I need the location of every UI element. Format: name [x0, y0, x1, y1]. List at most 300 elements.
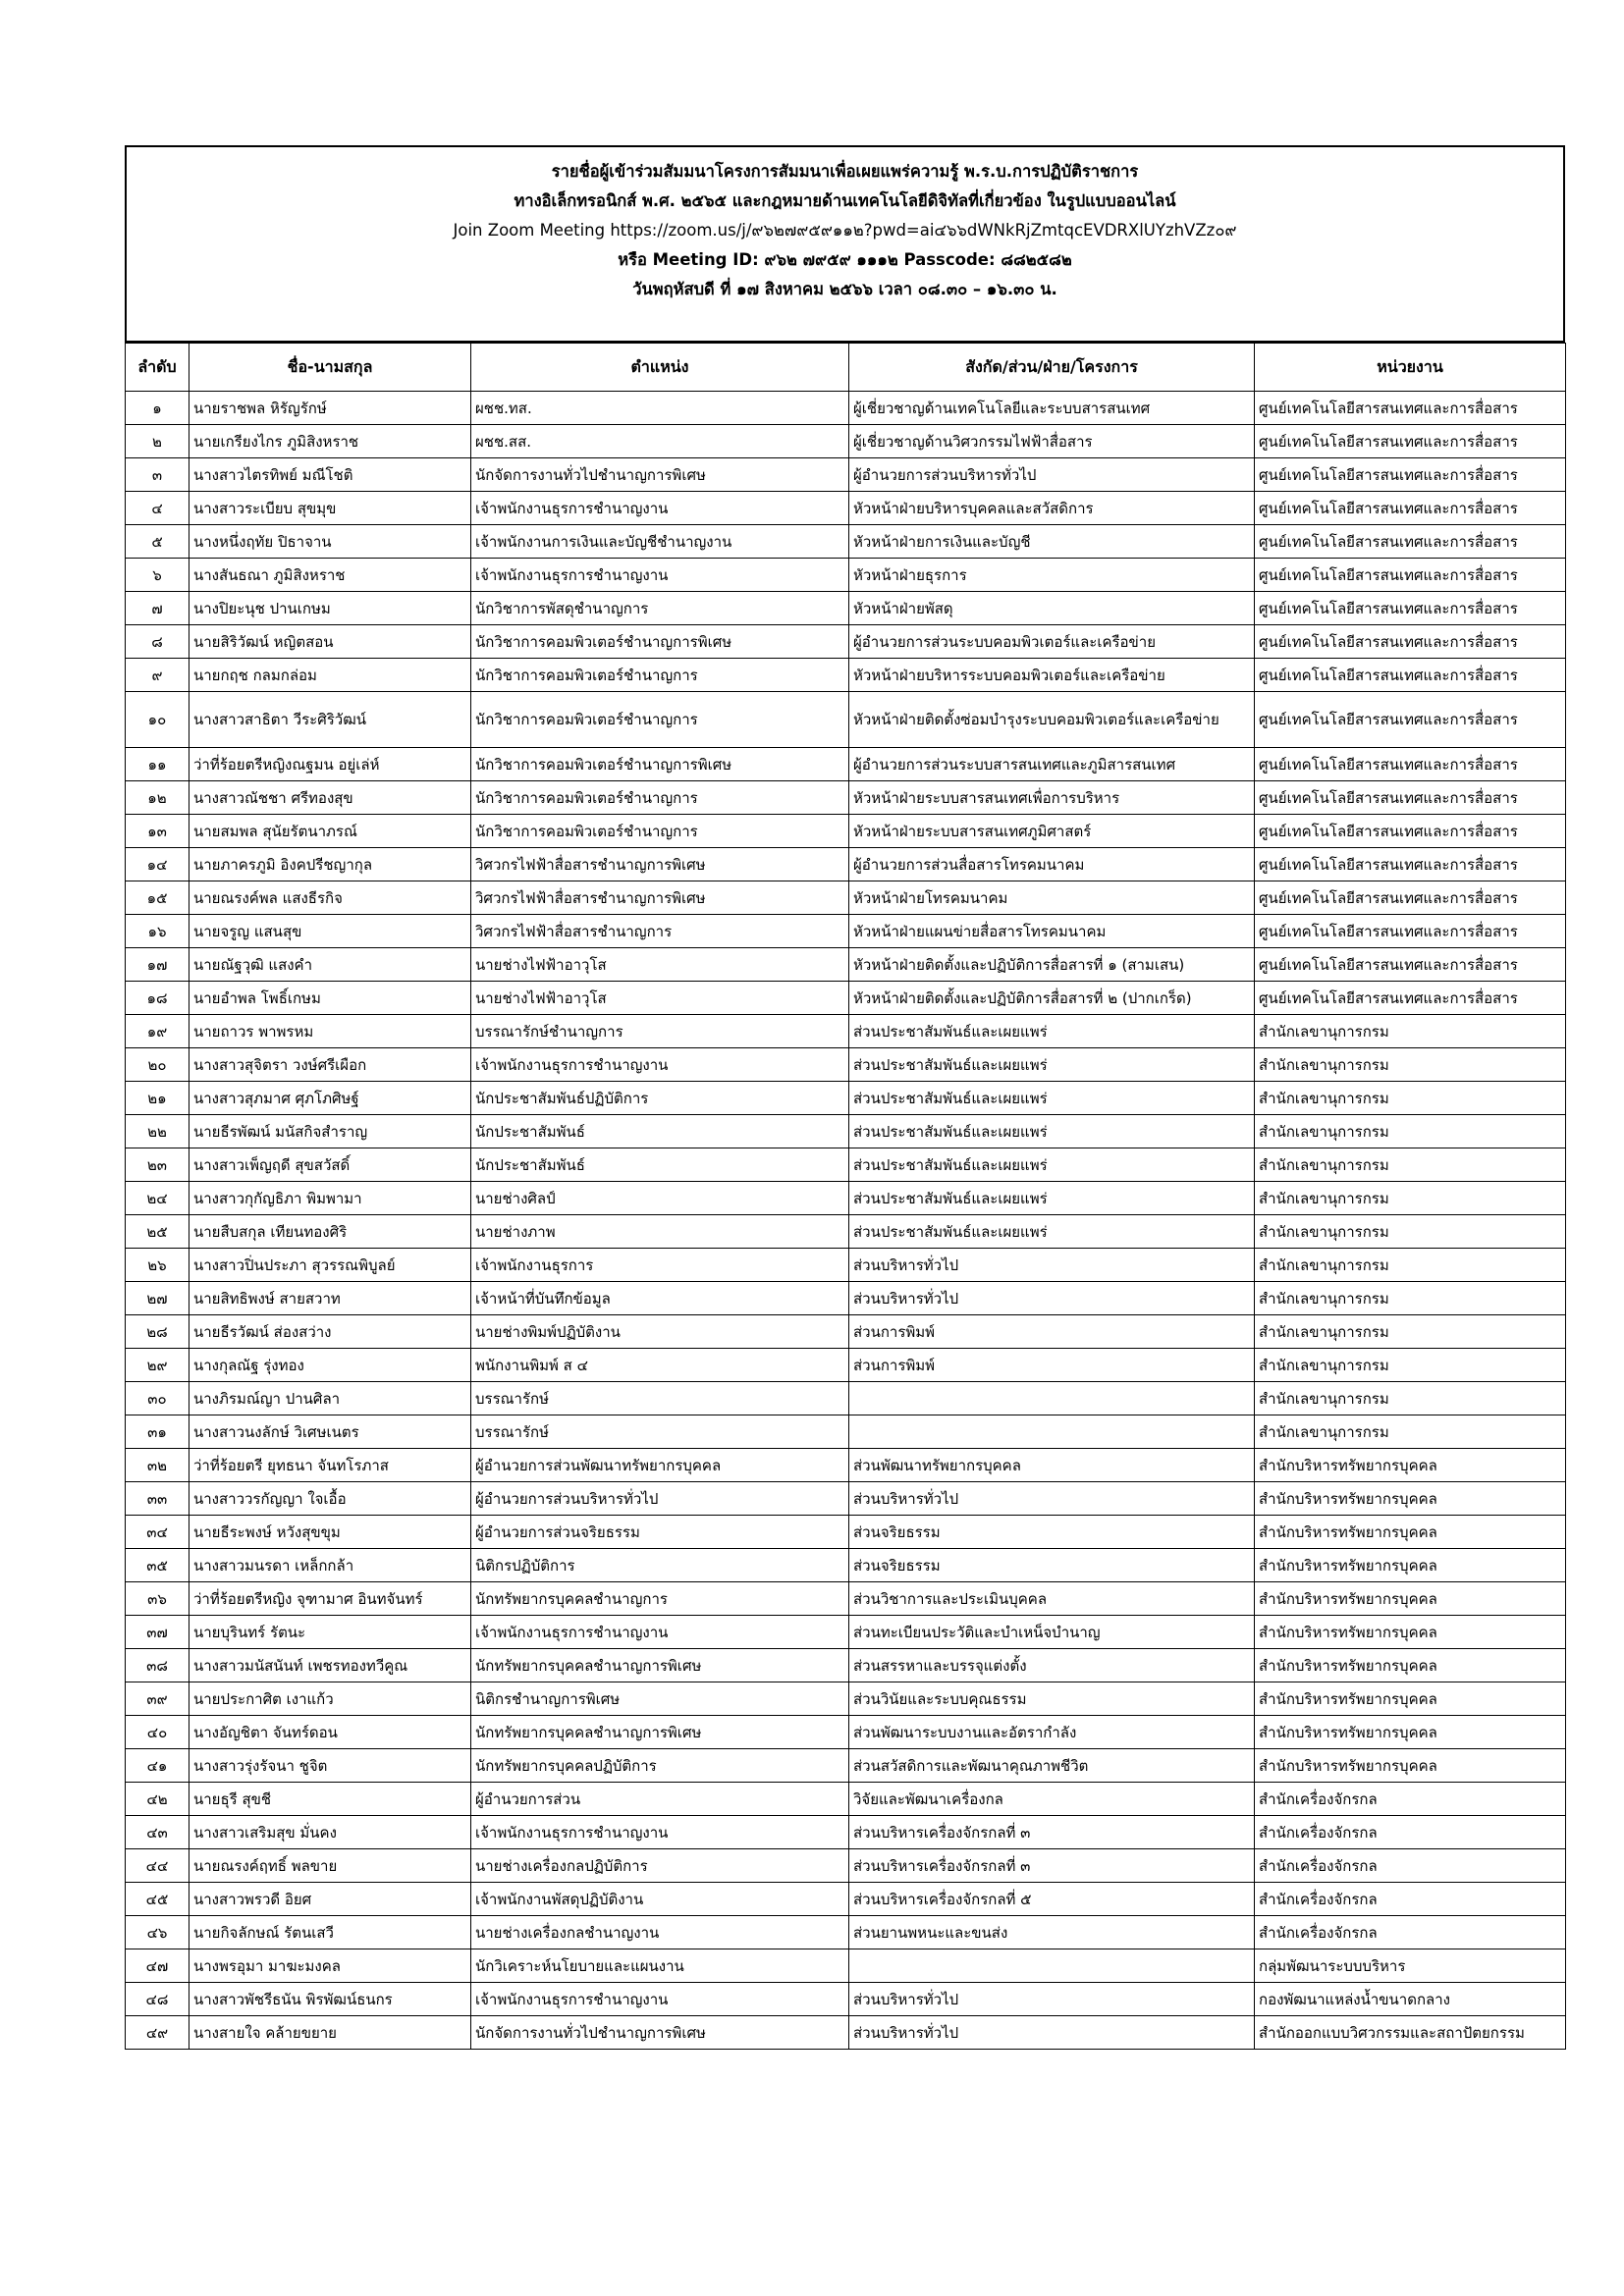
table-row	[126, 748, 1566, 781]
affiliation-cell: วิจัยและพัฒนาเครื่องกล	[849, 1783, 1255, 1816]
affiliation-cell: ส่วนประชาสัมพันธ์และเผยแพร่	[849, 1215, 1255, 1249]
affiliation-cell: ส่วนประชาสัมพันธ์และเผยแพร่	[849, 1115, 1255, 1148]
table-row	[126, 392, 1566, 425]
table-row	[126, 1816, 1566, 1849]
row-number-cell: ๔๒	[126, 1783, 189, 1816]
agency-cell: ศูนย์เทคโนโลยีสารสนเทศและการสื่อสาร	[1255, 525, 1566, 559]
participant-name-cell: นางสาวมนรดา เหล็กกล้า	[189, 1549, 471, 1582]
agency-cell: สำนักเลขานุการกรม	[1255, 1182, 1566, 1215]
row-number-cell: ๓๑	[126, 1415, 189, 1449]
position-cell: บรรณารักษ์ชำนาญการ	[471, 1015, 849, 1048]
affiliation-cell: ส่วนวินัยและระบบคุณธรรม	[849, 1682, 1255, 1716]
affiliation-cell: ส่วนวิชาการและประเมินบุคคล	[849, 1582, 1255, 1616]
participant-name-cell: นางสาวเสริมสุข มั่นคง	[189, 1816, 471, 1849]
agency-cell: ศูนย์เทคโนโลยีสารสนเทศและการสื่อสาร	[1255, 458, 1566, 492]
agency-cell: สำนักบริหารทรัพยากรบุคคล	[1255, 1616, 1566, 1649]
position-cell: นายช่างไฟฟ้าอาวุโส	[471, 982, 849, 1015]
position-cell: วิศวกรไฟฟ้าสื่อสารชำนาญการพิเศษ	[471, 881, 849, 915]
position-cell: นักวิชาการคอมพิวเตอร์ชำนาญการพิเศษ	[471, 625, 849, 659]
row-number-cell: ๓๙	[126, 1682, 189, 1716]
agency-cell: สำนักบริหารทรัพยากรบุคคล	[1255, 1749, 1566, 1783]
position-cell: เจ้าหน้าที่บันทึกข้อมูล	[471, 1282, 849, 1315]
agency-cell: สำนักเลขานุการกรม	[1255, 1215, 1566, 1249]
participant-name-cell: นายธุรี สุขชี	[189, 1783, 471, 1816]
participant-name-cell: นายถาวร พาพรหม	[189, 1015, 471, 1048]
agency-cell: สำนักเลขานุการกรม	[1255, 1115, 1566, 1148]
row-number-cell: ๒๑	[126, 1082, 189, 1115]
table-row	[126, 559, 1566, 592]
agency-cell: ศูนย์เทคโนโลยีสารสนเทศและการสื่อสาร	[1255, 492, 1566, 525]
row-number-cell: ๘	[126, 625, 189, 659]
participant-name-cell: นายกิจลักษณ์ รัตนเสวี	[189, 1916, 471, 1949]
affiliation-cell: หัวหน้าฝ่ายแผนข่ายสื่อสารโทรคมนาคม	[849, 915, 1255, 948]
affiliation-cell: ส่วนบริหารเครื่องจักรกลที่ ๓	[849, 1816, 1255, 1849]
table-row	[126, 1048, 1566, 1082]
row-number-cell: ๓๓	[126, 1482, 189, 1516]
column-header-affiliation: สังกัด/ส่วน/ฝ่าย/โครงการ	[849, 344, 1255, 392]
agency-cell: สำนักเครื่องจักรกล	[1255, 1816, 1566, 1849]
affiliation-cell: ส่วนประชาสัมพันธ์และเผยแพร่	[849, 1148, 1255, 1182]
row-number-cell: ๓๐	[126, 1382, 189, 1415]
table-row	[126, 1249, 1566, 1282]
table-row	[126, 1148, 1566, 1182]
agency-cell: ศูนย์เทคโนโลยีสารสนเทศและการสื่อสาร	[1255, 881, 1566, 915]
table-row	[126, 458, 1566, 492]
agency-cell: สำนักเลขานุการกรม	[1255, 1382, 1566, 1415]
position-cell: นักทรัพยากรบุคคลชำนาญการพิเศษ	[471, 1649, 849, 1682]
position-cell: วิศวกรไฟฟ้าสื่อสารชำนาญการ	[471, 915, 849, 948]
position-cell: เจ้าพนักงานธุรการชำนาญงาน	[471, 1048, 849, 1082]
table-row	[126, 1182, 1566, 1215]
table-row	[126, 1916, 1566, 1949]
participants-table	[125, 343, 1566, 2050]
row-number-cell: ๓	[126, 458, 189, 492]
affiliation-cell: ส่วนทะเบียนประวัติและบำเหน็จบำนาญ	[849, 1616, 1255, 1649]
table-row	[126, 781, 1566, 815]
row-number-cell: ๓๒	[126, 1449, 189, 1482]
row-number-cell: ๔๖	[126, 1916, 189, 1949]
table-body	[126, 392, 1566, 2050]
agency-cell: สำนักเลขานุการกรม	[1255, 1349, 1566, 1382]
table-row	[126, 1282, 1566, 1315]
table-row	[126, 1516, 1566, 1549]
participant-name-cell: นายภาครภูมิ อิงคปรีชญากุล	[189, 848, 471, 881]
table-row	[126, 1716, 1566, 1749]
agency-cell: ศูนย์เทคโนโลยีสารสนเทศและการสื่อสาร	[1255, 781, 1566, 815]
position-cell: นักวิชาการพัสดุชำนาญการ	[471, 592, 849, 625]
row-number-cell: ๒๕	[126, 1215, 189, 1249]
agency-cell: สำนักเลขานุการกรม	[1255, 1015, 1566, 1048]
row-number-cell: ๒๗	[126, 1282, 189, 1315]
affiliation-cell: ส่วนบริหารเครื่องจักรกลที่ ๕	[849, 1883, 1255, 1916]
participant-name-cell: นางสาวพัชรีธนัน พิรพัฒน์ธนกร	[189, 1983, 471, 2016]
participant-name-cell: นางสาวเพ็ญฤดี สุขสวัสดิ์	[189, 1148, 471, 1182]
participant-name-cell: นางสาวมนัสนันท์ เพชรทองทวีคูณ	[189, 1649, 471, 1682]
row-number-cell: ๒๐	[126, 1048, 189, 1082]
table-row	[126, 1015, 1566, 1048]
agency-cell: กองพัฒนาแหล่งน้ำขนาดกลาง	[1255, 1983, 1566, 2016]
agency-cell: ศูนย์เทคโนโลยีสารสนเทศและการสื่อสาร	[1255, 948, 1566, 982]
position-cell: นักวิชาการคอมพิวเตอร์ชำนาญการ	[471, 692, 849, 748]
affiliation-cell: หัวหน้าฝ่ายติดตั้งและปฏิบัติการสื่อสารที่ ๑ (สามเสน)	[849, 948, 1255, 982]
participant-name-cell: นายอำพล โพธิ์เกษม	[189, 982, 471, 1015]
affiliation-cell: หัวหน้าฝ่ายระบบสารสนเทศภูมิศาสตร์	[849, 815, 1255, 848]
participant-name-cell: นางพรอุมา มาฆะมงคล	[189, 1949, 471, 1983]
agency-cell: สำนักเลขานุการกรม	[1255, 1315, 1566, 1349]
table-row	[126, 1349, 1566, 1382]
affiliation-cell: ส่วนการพิมพ์	[849, 1315, 1255, 1349]
affiliation-cell	[849, 1949, 1255, 1983]
position-cell: ผู้อำนวยการส่วน	[471, 1783, 849, 1816]
position-cell: พนักงานพิมพ์ ส ๔	[471, 1349, 849, 1382]
position-cell: เจ้าพนักงานพัสดุปฏิบัติงาน	[471, 1883, 849, 1916]
row-number-cell: ๔๔	[126, 1849, 189, 1883]
position-cell: นักประชาสัมพันธ์	[471, 1115, 849, 1148]
participant-name-cell: นายประกาศิต เงาแก้ว	[189, 1682, 471, 1716]
agency-cell: สำนักเลขานุการกรม	[1255, 1282, 1566, 1315]
participant-name-cell: นายสิริวัฒน์ หญิตสอน	[189, 625, 471, 659]
row-number-cell: ๔๓	[126, 1816, 189, 1849]
affiliation-cell: ส่วนสรรหาและบรรจุแต่งตั้ง	[849, 1649, 1255, 1682]
position-cell: นักจัดการงานทั่วไปชำนาญการพิเศษ	[471, 2016, 849, 2050]
table-row	[126, 659, 1566, 692]
participant-name-cell: นางสายใจ คล้ายขยาย	[189, 2016, 471, 2050]
participant-name-cell: นางสาวรุ่งรัจนา ชูจิต	[189, 1749, 471, 1783]
table-row	[126, 425, 1566, 458]
position-cell: นายช่างภาพ	[471, 1215, 849, 1249]
table-row	[126, 848, 1566, 881]
agency-cell: ศูนย์เทคโนโลยีสารสนเทศและการสื่อสาร	[1255, 748, 1566, 781]
position-cell: บรรณารักษ์	[471, 1415, 849, 1449]
column-header-position: ตำแหน่ง	[471, 344, 849, 392]
affiliation-cell: หัวหน้าฝ่ายติดตั้งและปฏิบัติการสื่อสารที่ ๒ (ปากเกร็ด)	[849, 982, 1255, 1015]
row-number-cell: ๒๓	[126, 1148, 189, 1182]
participant-name-cell: นางสันธณา ภูมิสิงหราช	[189, 559, 471, 592]
agency-cell: ศูนย์เทคโนโลยีสารสนเทศและการสื่อสาร	[1255, 659, 1566, 692]
participant-name-cell: นายราชพล หิรัญรักษ์	[189, 392, 471, 425]
participant-name-cell: นายณัฐวุฒิ แสงคำ	[189, 948, 471, 982]
table-row	[126, 1315, 1566, 1349]
column-header-name: ชื่อ-นามสกุล	[189, 344, 471, 392]
meeting-id-line: หรือ Meeting ID: ๙๖๒ ๗๙๕๙ ๑๑๑๒ Passcode: ๘๘๒๕๘๒	[618, 250, 1072, 269]
row-number-cell: ๑๙	[126, 1015, 189, 1048]
participant-name-cell: นางสาวระเบียบ สุขมุข	[189, 492, 471, 525]
table-row	[126, 948, 1566, 982]
participant-name-cell: นางสาวสาธิตา วีระศิริวัฒน์	[189, 692, 471, 748]
table-row	[126, 1415, 1566, 1449]
affiliation-cell: ส่วนจริยธรรม	[849, 1516, 1255, 1549]
position-cell: ผู้อำนวยการส่วนบริหารทั่วไป	[471, 1482, 849, 1516]
row-number-cell: ๒๖	[126, 1249, 189, 1282]
table-row	[126, 525, 1566, 559]
position-cell: นักจัดการงานทั่วไปชำนาญการพิเศษ	[471, 458, 849, 492]
table-row	[126, 815, 1566, 848]
position-cell: นักวิชาการคอมพิวเตอร์ชำนาญการ	[471, 781, 849, 815]
agency-cell: ศูนย์เทคโนโลยีสารสนเทศและการสื่อสาร	[1255, 559, 1566, 592]
agency-cell: สำนักบริหารทรัพยากรบุคคล	[1255, 1449, 1566, 1482]
row-number-cell: ๔	[126, 492, 189, 525]
column-header-no: ลำดับ	[126, 344, 189, 392]
date-time-line: วันพฤหัสบดี ที่ ๑๗ สิงหาคม ๒๕๖๖ เวลา ๐๘.๓๐ – ๑๖.๓๐ น.	[632, 280, 1057, 298]
affiliation-cell: ผู้เชี่ยวชาญด้านวิศวกรรมไฟฟ้าสื่อสาร	[849, 425, 1255, 458]
table-row	[126, 1749, 1566, 1783]
affiliation-cell: หัวหน้าฝ่ายการเงินและบัญชี	[849, 525, 1255, 559]
row-number-cell: ๒	[126, 425, 189, 458]
position-cell: เจ้าพนักงานการเงินและบัญชีชำนาญงาน	[471, 525, 849, 559]
zoom-link-line: Join Zoom Meeting https://zoom.us/j/๙๖๒๗๙๕๙๑๑๒?pwd=ai๔๖๖dWNkRjZmtqcEVDRXlUYzhVZz๐๙	[453, 221, 1237, 240]
agency-cell: ศูนย์เทคโนโลยีสารสนเทศและการสื่อสาร	[1255, 392, 1566, 425]
row-number-cell: ๙	[126, 659, 189, 692]
table-row	[126, 592, 1566, 625]
position-cell: เจ้าพนักงานธุรการชำนาญงาน	[471, 1983, 849, 2016]
table-row	[126, 1983, 1566, 2016]
row-number-cell: ๗	[126, 592, 189, 625]
table-row	[126, 1949, 1566, 1983]
table-row	[126, 1549, 1566, 1582]
row-number-cell: ๑	[126, 392, 189, 425]
participant-name-cell: ว่าที่ร้อยตรีหญิง จุฑามาศ อินทจันทร์	[189, 1582, 471, 1616]
participant-name-cell: นายสิทธิพงษ์ สายสวาท	[189, 1282, 471, 1315]
position-cell: บรรณารักษ์	[471, 1382, 849, 1415]
position-cell: นักวิชาการคอมพิวเตอร์ชำนาญการ	[471, 659, 849, 692]
row-number-cell: ๔๑	[126, 1749, 189, 1783]
affiliation-cell: หัวหน้าฝ่ายระบบสารสนเทศเพื่อการบริหาร	[849, 781, 1255, 815]
affiliation-cell: ส่วนสวัสดิการและพัฒนาคุณภาพชีวิต	[849, 1749, 1255, 1783]
agency-cell: ศูนย์เทคโนโลยีสารสนเทศและการสื่อสาร	[1255, 592, 1566, 625]
table-row	[126, 1682, 1566, 1716]
table-row	[126, 1382, 1566, 1415]
agency-cell: สำนักบริหารทรัพยากรบุคคล	[1255, 1649, 1566, 1682]
agency-cell: สำนักเครื่องจักรกล	[1255, 1849, 1566, 1883]
agency-cell: สำนักบริหารทรัพยากรบุคคล	[1255, 1682, 1566, 1716]
agency-cell: สำนักเลขานุการกรม	[1255, 1249, 1566, 1282]
affiliation-cell: ส่วนบริหารทั่วไป	[849, 2016, 1255, 2050]
position-cell: นักประชาสัมพันธ์ปฏิบัติการ	[471, 1082, 849, 1115]
position-cell: นักวิเคราะห์นโยบายและแผนงาน	[471, 1949, 849, 1983]
table-row	[126, 881, 1566, 915]
table-row	[126, 1849, 1566, 1883]
participant-name-cell: นายสมพล สุนัยรัตนาภรณ์	[189, 815, 471, 848]
agency-cell: สำนักเครื่องจักรกล	[1255, 1883, 1566, 1916]
row-number-cell: ๑๕	[126, 881, 189, 915]
row-number-cell: ๔๗	[126, 1949, 189, 1983]
position-cell: ผู้อำนวยการส่วนจริยธรรม	[471, 1516, 849, 1549]
row-number-cell: ๒๔	[126, 1182, 189, 1215]
position-cell: นักทรัพยากรบุคคลชำนาญการพิเศษ	[471, 1716, 849, 1749]
row-number-cell: ๕	[126, 525, 189, 559]
table-row	[126, 915, 1566, 948]
affiliation-cell: หัวหน้าฝ่ายติดตั้งซ่อมบำรุงระบบคอมพิวเตอร์และเครือข่าย	[849, 692, 1255, 748]
row-number-cell: ๒๒	[126, 1115, 189, 1148]
row-number-cell: ๒๙	[126, 1349, 189, 1382]
row-number-cell: ๔๐	[126, 1716, 189, 1749]
participant-name-cell: นายกฤช กลมกล่อม	[189, 659, 471, 692]
row-number-cell: ๒๘	[126, 1315, 189, 1349]
row-number-cell: ๑๑	[126, 748, 189, 781]
agency-cell: ศูนย์เทคโนโลยีสารสนเทศและการสื่อสาร	[1255, 425, 1566, 458]
participant-name-cell: นางสาวสุภมาศ ศุภโภศิษฐ์	[189, 1082, 471, 1115]
affiliation-cell: ส่วนพัฒนาทรัพยากรบุคคล	[849, 1449, 1255, 1482]
table-row	[126, 1482, 1566, 1516]
row-number-cell: ๑๒	[126, 781, 189, 815]
affiliation-cell: หัวหน้าฝ่ายโทรคมนาคม	[849, 881, 1255, 915]
agency-cell: สำนักออกแบบวิศวกรรมและสถาปัตยกรรม	[1255, 2016, 1566, 2050]
document-header	[125, 145, 1565, 343]
participant-name-cell: นางสาวไตรทิพย์ มณีโชติ	[189, 458, 471, 492]
participant-name-cell: นางสาวกุกัญธิภา พิมพามา	[189, 1182, 471, 1215]
table-row	[126, 982, 1566, 1015]
table-row	[126, 1783, 1566, 1816]
position-cell: นายช่างเครื่องกลปฏิบัติการ	[471, 1849, 849, 1883]
affiliation-cell: ผู้อำนวยการส่วนระบบคอมพิวเตอร์และเครือข่าย	[849, 625, 1255, 659]
table-row	[126, 1215, 1566, 1249]
table-row	[126, 692, 1566, 748]
affiliation-cell: ผู้อำนวยการส่วนบริหารทั่วไป	[849, 458, 1255, 492]
position-cell: นักวิชาการคอมพิวเตอร์ชำนาญการพิเศษ	[471, 748, 849, 781]
participant-name-cell: ว่าที่ร้อยตรี ยุทธนา จันทโรภาส	[189, 1449, 471, 1482]
header-title-line-2: ทางอิเล็กทรอนิกส์ พ.ศ. ๒๕๖๕ และกฎหมายด้านเทคโนโลยีดิจิทัลที่เกี่ยวข้อง ในรูปแบบออนไลน์	[514, 191, 1176, 210]
affiliation-cell: หัวหน้าฝ่ายบริหารบุคคลและสวัสดิการ	[849, 492, 1255, 525]
position-cell: นักวิชาการคอมพิวเตอร์ชำนาญการ	[471, 815, 849, 848]
affiliation-cell: ส่วนการพิมพ์	[849, 1349, 1255, 1382]
row-number-cell: ๑๐	[126, 692, 189, 748]
agency-cell: สำนักเลขานุการกรม	[1255, 1048, 1566, 1082]
table-row	[126, 625, 1566, 659]
row-number-cell: ๖	[126, 559, 189, 592]
row-number-cell: ๓๕	[126, 1549, 189, 1582]
participant-name-cell: นายณรงค์พล แสงธีรกิจ	[189, 881, 471, 915]
participant-name-cell: นางสาวณัชชา ศรีทองสุข	[189, 781, 471, 815]
header-title-line-1: รายชื่อผู้เข้าร่วมสัมมนาโครงการสัมมนาเพื่อเผยแพร่ความรู้ พ.ร.บ.การปฏิบัติราชการ	[551, 162, 1139, 181]
position-cell: นักทรัพยากรบุคคลชำนาญการ	[471, 1582, 849, 1616]
participant-name-cell: นายจรูญ แสนสุข	[189, 915, 471, 948]
column-header-agency: หน่วยงาน	[1255, 344, 1566, 392]
position-cell: เจ้าพนักงานธุรการชำนาญงาน	[471, 1816, 849, 1849]
row-number-cell: ๔๙	[126, 2016, 189, 2050]
affiliation-cell: หัวหน้าฝ่ายธุรการ	[849, 559, 1255, 592]
table-header-row	[126, 344, 1566, 392]
agency-cell: ศูนย์เทคโนโลยีสารสนเทศและการสื่อสาร	[1255, 692, 1566, 748]
affiliation-cell: ผู้เชี่ยวชาญด้านเทคโนโลยีและระบบสารสนเทศ	[849, 392, 1255, 425]
position-cell: นิติกรชำนาญการพิเศษ	[471, 1682, 849, 1716]
row-number-cell: ๑๘	[126, 982, 189, 1015]
participant-name-cell: นายธีระพงษ์ หวังสุขขุม	[189, 1516, 471, 1549]
row-number-cell: ๑๖	[126, 915, 189, 948]
affiliation-cell	[849, 1415, 1255, 1449]
table-row	[126, 492, 1566, 525]
row-number-cell: ๑๔	[126, 848, 189, 881]
position-cell: นายช่างพิมพ์ปฏิบัติงาน	[471, 1315, 849, 1349]
affiliation-cell: ส่วนยานพหนะและขนส่ง	[849, 1916, 1255, 1949]
row-number-cell: ๓๖	[126, 1582, 189, 1616]
position-cell: นายช่างไฟฟ้าอาวุโส	[471, 948, 849, 982]
affiliation-cell: ส่วนบริหารทั่วไป	[849, 1282, 1255, 1315]
row-number-cell: ๓๔	[126, 1516, 189, 1549]
affiliation-cell: หัวหน้าฝ่ายพัสดุ	[849, 592, 1255, 625]
affiliation-cell	[849, 1382, 1255, 1415]
participant-name-cell: นางสาววรกัญญา ใจเอื้อ	[189, 1482, 471, 1516]
position-cell: ผชช.ทส.	[471, 392, 849, 425]
row-number-cell: ๓๘	[126, 1649, 189, 1682]
agency-cell: สำนักเลขานุการกรม	[1255, 1415, 1566, 1449]
table-row	[126, 1115, 1566, 1148]
agency-cell: สำนักเลขานุการกรม	[1255, 1148, 1566, 1182]
affiliation-cell: ส่วนบริหารเครื่องจักรกลที่ ๓	[849, 1849, 1255, 1883]
affiliation-cell: ส่วนประชาสัมพันธ์และเผยแพร่	[849, 1048, 1255, 1082]
agency-cell: ศูนย์เทคโนโลยีสารสนเทศและการสื่อสาร	[1255, 848, 1566, 881]
participant-name-cell: ว่าที่ร้อยตรีหญิงณฐมน อยู่เล่ห์	[189, 748, 471, 781]
participant-name-cell: นางสาวนงลักษ์ วิเศษเนตร	[189, 1415, 471, 1449]
affiliation-cell: ผู้อำนวยการส่วนระบบสารสนเทศและภูมิสารสนเทศ	[849, 748, 1255, 781]
table-row	[126, 1449, 1566, 1482]
agency-cell: สำนักเครื่องจักรกล	[1255, 1783, 1566, 1816]
affiliation-cell: ส่วนประชาสัมพันธ์และเผยแพร่	[849, 1082, 1255, 1115]
table-row	[126, 1582, 1566, 1616]
participant-name-cell: นางปิยะนุช ปานเกษม	[189, 592, 471, 625]
affiliation-cell: ส่วนบริหารทั่วไป	[849, 1249, 1255, 1282]
affiliation-cell: ส่วนบริหารทั่วไป	[849, 1482, 1255, 1516]
row-number-cell: ๓๗	[126, 1616, 189, 1649]
row-number-cell: ๔๕	[126, 1883, 189, 1916]
agency-cell: ศูนย์เทคโนโลยีสารสนเทศและการสื่อสาร	[1255, 915, 1566, 948]
affiliation-cell: ส่วนจริยธรรม	[849, 1549, 1255, 1582]
row-number-cell: ๑๗	[126, 948, 189, 982]
position-cell: วิศวกรไฟฟ้าสื่อสารชำนาญการพิเศษ	[471, 848, 849, 881]
agency-cell: สำนักบริหารทรัพยากรบุคคล	[1255, 1549, 1566, 1582]
agency-cell: สำนักเครื่องจักรกล	[1255, 1916, 1566, 1949]
position-cell: เจ้าพนักงานธุรการชำนาญงาน	[471, 559, 849, 592]
affiliation-cell: ส่วนประชาสัมพันธ์และเผยแพร่	[849, 1182, 1255, 1215]
agency-cell: สำนักบริหารทรัพยากรบุคคล	[1255, 1582, 1566, 1616]
affiliation-cell: ผู้อำนวยการส่วนสื่อสารโทรคมนาคม	[849, 848, 1255, 881]
agency-cell: กลุ่มพัฒนาระบบบริหาร	[1255, 1949, 1566, 1983]
participant-name-cell: นางสาวพรวดี อิยศ	[189, 1883, 471, 1916]
position-cell: ผู้อำนวยการส่วนพัฒนาทรัพยากรบุคคล	[471, 1449, 849, 1482]
table-row	[126, 1616, 1566, 1649]
agency-cell: สำนักบริหารทรัพยากรบุคคล	[1255, 1482, 1566, 1516]
agency-cell: ศูนย์เทคโนโลยีสารสนเทศและการสื่อสาร	[1255, 625, 1566, 659]
agency-cell: สำนักเลขานุการกรม	[1255, 1082, 1566, 1115]
position-cell: นายช่างศิลป์	[471, 1182, 849, 1215]
position-cell: นักทรัพยากรบุคคลปฏิบัติการ	[471, 1749, 849, 1783]
participant-name-cell: นายบุรินทร์ รัตนะ	[189, 1616, 471, 1649]
agency-cell: ศูนย์เทคโนโลยีสารสนเทศและการสื่อสาร	[1255, 815, 1566, 848]
participant-name-cell: นายณรงค์ฤทธิ์ พลขาย	[189, 1849, 471, 1883]
affiliation-cell: ส่วนพัฒนาระบบงานและอัตรากำลัง	[849, 1716, 1255, 1749]
row-number-cell: ๑๓	[126, 815, 189, 848]
affiliation-cell: ส่วนประชาสัมพันธ์และเผยแพร่	[849, 1015, 1255, 1048]
position-cell: เจ้าพนักงานธุรการ	[471, 1249, 849, 1282]
participant-name-cell: นางสาวปิ่นประภา สุวรรณพิบูลย์	[189, 1249, 471, 1282]
position-cell: นักประชาสัมพันธ์	[471, 1148, 849, 1182]
participant-name-cell: นางอัญชิตา จันทร์ดอน	[189, 1716, 471, 1749]
agency-cell: สำนักบริหารทรัพยากรบุคคล	[1255, 1716, 1566, 1749]
affiliation-cell: หัวหน้าฝ่ายบริหารระบบคอมพิวเตอร์และเครือข่าย	[849, 659, 1255, 692]
position-cell: เจ้าพนักงานธุรการชำนาญงาน	[471, 1616, 849, 1649]
position-cell: ผชช.สส.	[471, 425, 849, 458]
participant-name-cell: นายเกรียงไกร ภูมิสิงหราช	[189, 425, 471, 458]
participant-name-cell: นางสาวสุจิตรา วงษ์ศรีเผือก	[189, 1048, 471, 1082]
participant-name-cell: นางภิรมณ์ญา ปานศิลา	[189, 1382, 471, 1415]
position-cell: นิติกรปฏิบัติการ	[471, 1549, 849, 1582]
participant-name-cell: นายสืบสกุล เทียนทองศิริ	[189, 1215, 471, 1249]
participant-name-cell: นางกุลณัฐ รุ่งทอง	[189, 1349, 471, 1382]
row-number-cell: ๔๘	[126, 1983, 189, 2016]
table-row	[126, 2016, 1566, 2050]
participant-name-cell: นายธีรพัฒน์ มนัสกิจสำราญ	[189, 1115, 471, 1148]
position-cell: เจ้าพนักงานธุรการชำนาญงาน	[471, 492, 849, 525]
affiliation-cell: ส่วนบริหารทั่วไป	[849, 1983, 1255, 2016]
